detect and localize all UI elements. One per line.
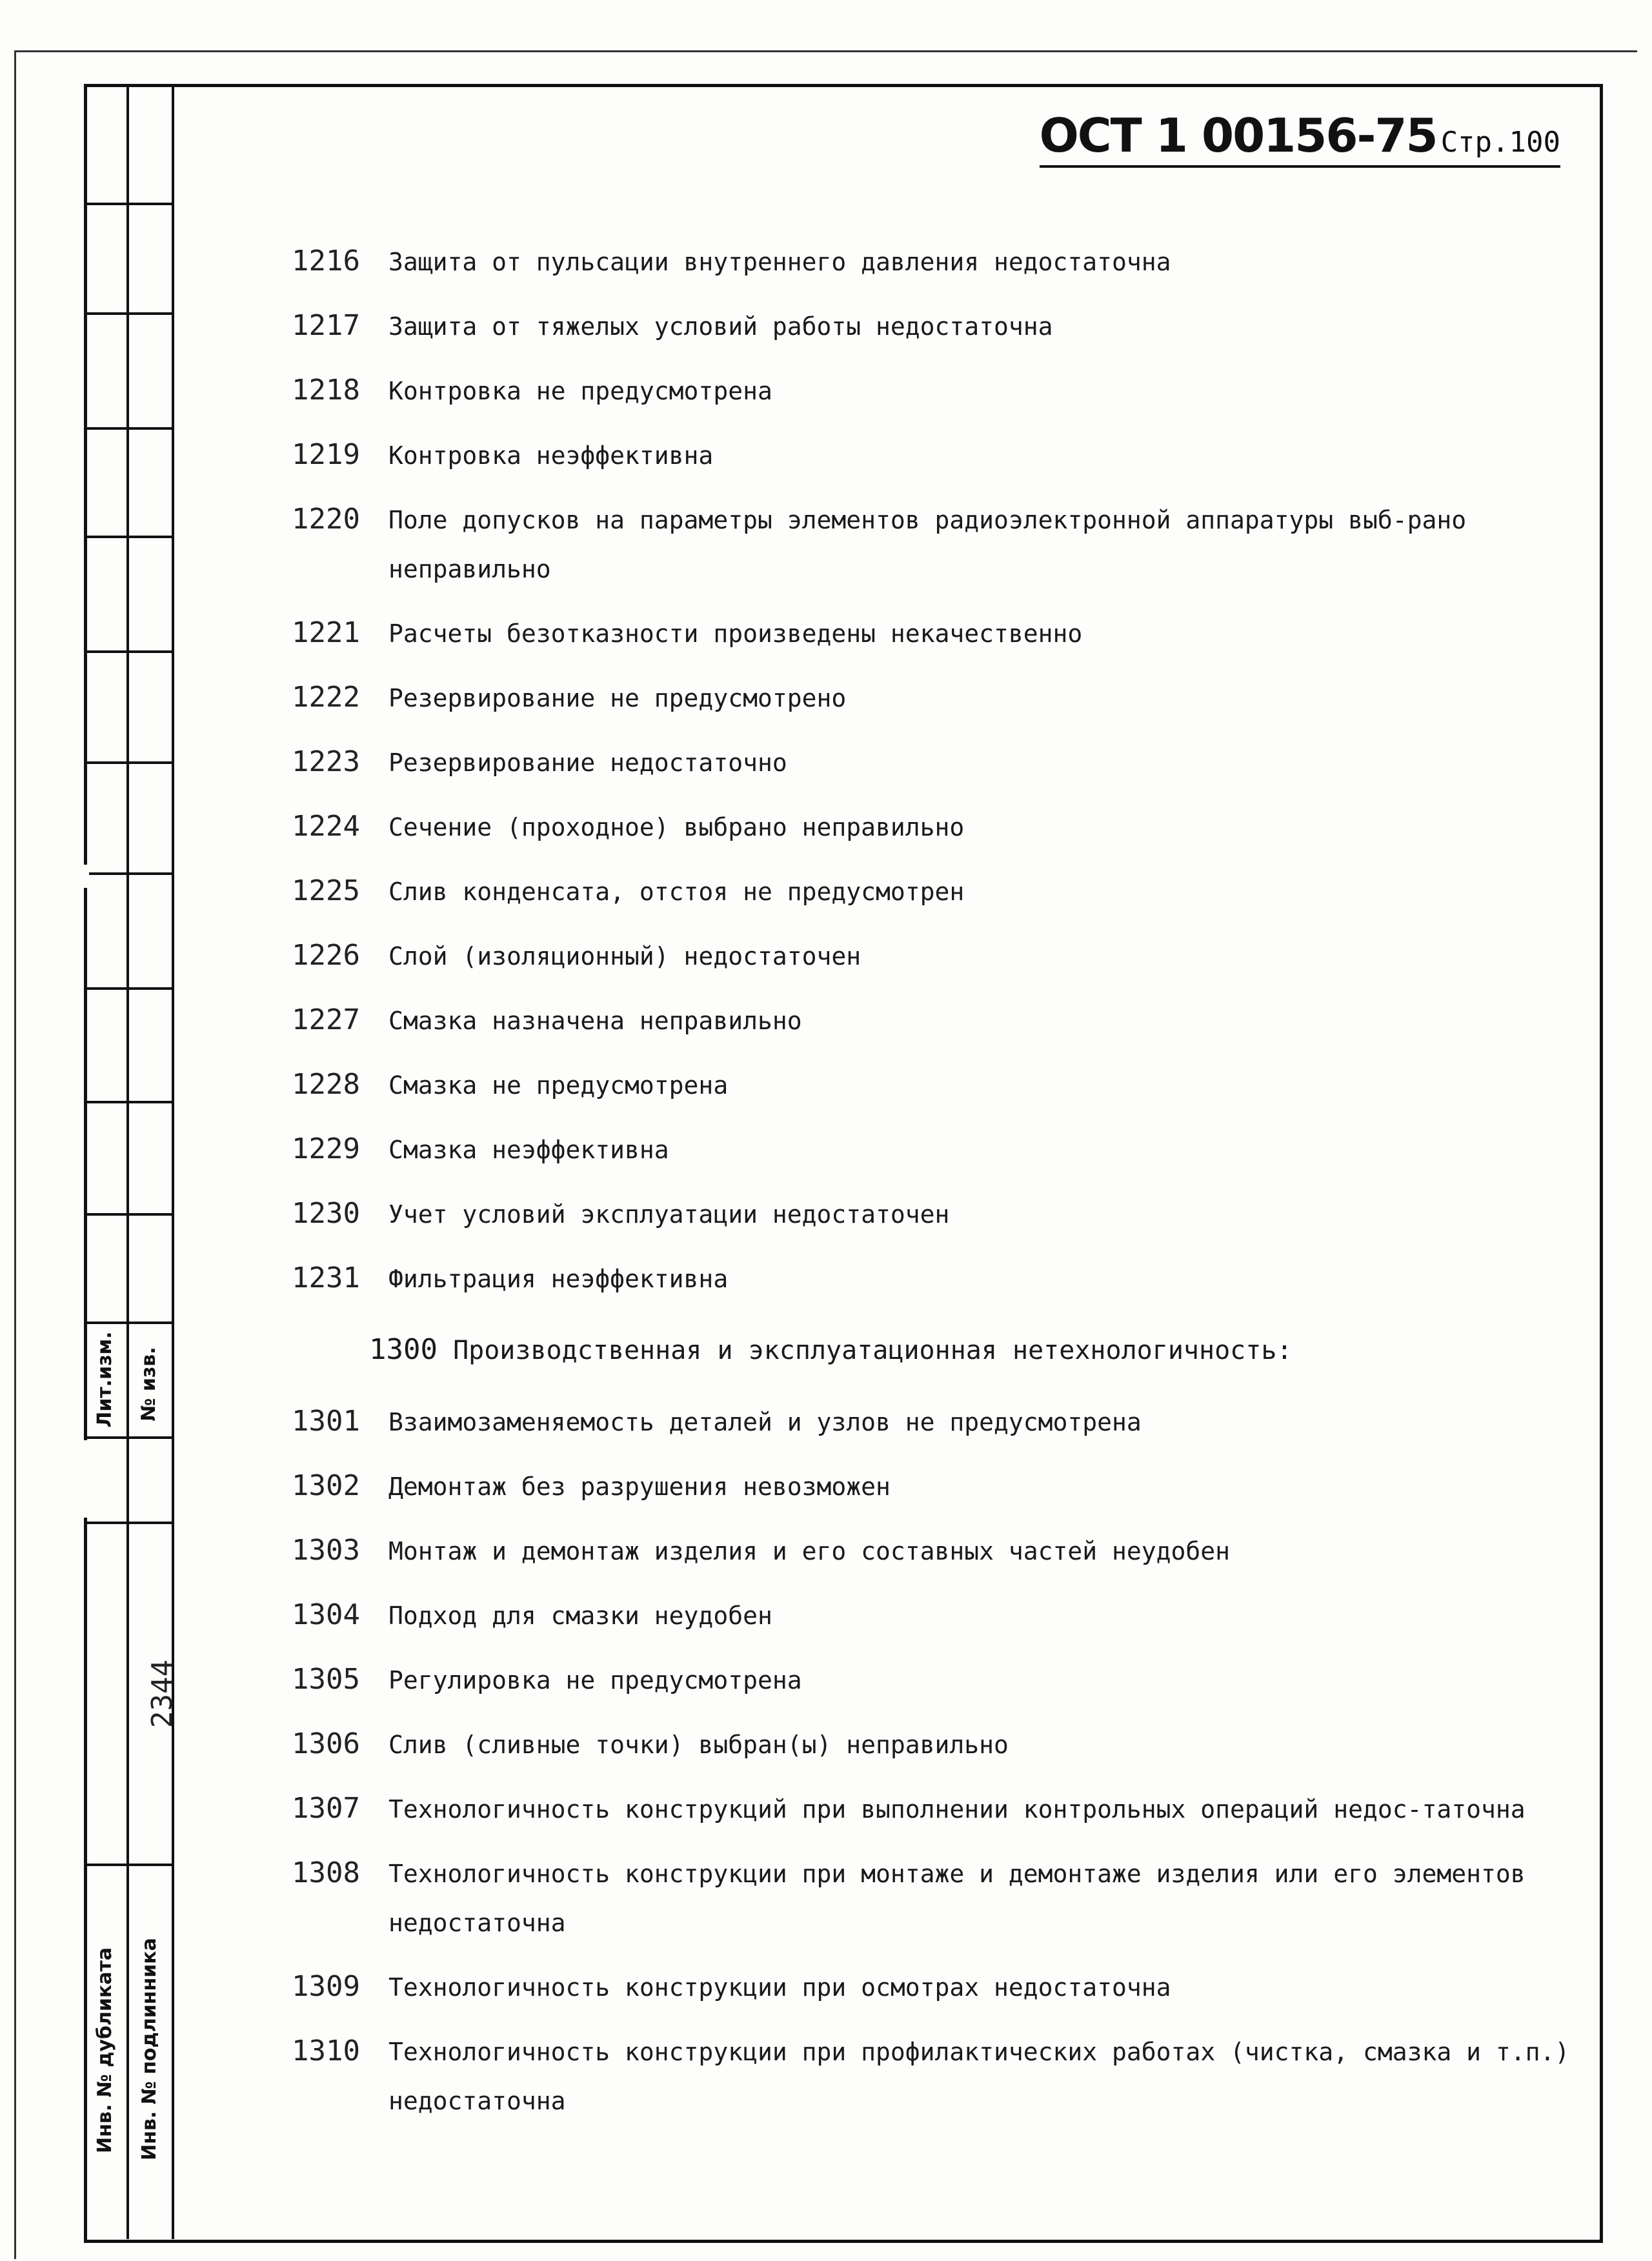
side-cell-border [84,312,174,315]
side-cell-border [84,761,174,764]
item-text: Поле допусков на параметры элементов радиоэлектронной аппаратуры выб-рано неправильно [388,506,1467,583]
item-code: 1221 [292,616,360,649]
section-heading [369,1333,1293,1366]
item-text: Смазка неэффективна [388,1136,669,1164]
item-text: Подход для смазки неудобен [388,1602,772,1630]
inv-dublikata-label: Инв. № дубликата [94,1947,116,2153]
item-code: 1310 [292,2035,360,2067]
item-text: Слив конденсата, отстоя не предусмотрен [388,878,965,906]
list-item [292,1720,1576,1769]
item-text: Защита от пульсации внутреннего давления недостаточна [388,248,1171,276]
item-text: Смазка не предусмотрена [388,1071,729,1100]
side-cell-border [84,536,174,538]
side-cell-border [84,1864,174,1866]
page-header [1040,108,1560,168]
list-item [292,1527,1576,1576]
list-item [292,1963,1576,2012]
inv-podlinnika-label: Инв. № подлинника [138,1938,161,2160]
item-code: 1217 [292,309,360,342]
list-item [292,237,1576,286]
item-text: Смазка назначена неправильно [388,1007,802,1035]
page-number: Стр.100 [1440,126,1560,159]
item-code: 1226 [292,939,360,972]
side-cell-border [84,872,174,875]
list-item [292,1462,1576,1511]
item-code: 1307 [292,1792,360,1825]
list-item [292,1125,1576,1174]
list-item [292,867,1576,916]
item-text: Резервирование недостаточно [388,749,787,777]
item-code: 1304 [292,1598,360,1631]
list-item [292,302,1576,351]
item-text: Контровка неэффективна [388,441,714,470]
item-code: 1305 [292,1663,360,1696]
inventory-number: 2344 [146,1660,179,1728]
item-code: 1228 [292,1068,360,1101]
item-code: 1308 [292,1856,360,1889]
list-item [292,496,1576,594]
section-title: Производственная и эксплуатационная нетехнологичность: [453,1336,1293,1365]
item-text: Расчеты безотказности произведены некачественно [388,619,1083,648]
item-code: 1303 [292,1534,360,1567]
item-text: Слой (изоляционный) недостаточен [388,942,861,970]
item-code: 1224 [292,810,360,843]
section-code: 1300 [369,1333,438,1366]
item-text: Слив (сливные точки) выбран(ы) неправильно [388,1731,1009,1759]
list-item [292,932,1576,981]
item-text: Учет условий эксплуатации недостаточен [388,1200,950,1229]
list-item [292,431,1576,480]
item-code: 1301 [292,1405,360,1438]
item-code: 1218 [292,374,360,407]
side-cell-border [84,987,174,990]
item-code: 1225 [292,874,360,907]
item-code: 1216 [292,245,360,277]
item-text: Технологичность конструкции при монтаже и демонтаже изделия или его элементов недостаточна [388,1860,1526,1937]
document-code: ОСТ 1 00156-75 [1039,108,1437,163]
item-code: 1309 [292,1970,360,2003]
list-item [292,367,1576,416]
no-izv-label: № изв. [137,1347,160,1422]
side-cell-border [84,1522,174,1524]
item-text: Сечение (проходное) выбрано неправильно [388,813,965,841]
item-text: Регулировка не предусмотрена [388,1666,802,1694]
side-cell-border [84,1213,174,1216]
item-text: Защита от тяжелых условий работы недостаточна [388,312,1053,341]
item-code: 1223 [292,745,360,778]
item-code: 1229 [292,1132,360,1165]
side-cell-border [84,1101,174,1103]
side-column-divider [126,86,129,2239]
item-text: Фильтрация неэффективна [388,1265,729,1293]
list-item [292,1190,1576,1239]
list-item [292,609,1576,658]
list-item [292,1061,1576,1110]
item-text: Технологичность конструкции при осмотрах недостаточна [388,1973,1171,2002]
lit-izm-label: Лит.изм. [94,1331,116,1428]
item-code: 1219 [292,438,360,471]
item-text: Технологичность конструкции при профилактических работах (чистка, смазка и т.п.) недостаточна [388,2038,1570,2115]
list-item [292,674,1576,723]
item-text: Технологичность конструкций при выполнении контрольных операций недос-таточна [388,1795,1526,1824]
list-item [292,1656,1576,1705]
item-text: Взаимозаменяемость деталей и узлов не предусмотрена [388,1408,1142,1436]
side-cell-border [84,427,174,430]
item-code: 1231 [292,1261,360,1294]
list-item [292,1254,1576,1303]
list-item [292,803,1576,852]
margin-gap [80,865,89,888]
item-code: 1227 [292,1003,360,1036]
side-panel-edge [172,86,174,2239]
list-item [292,1591,1576,1640]
item-code: 1222 [292,681,360,714]
item-text: Контровка не предусмотрена [388,377,772,405]
defect-list-section-1300 [292,1398,1576,2125]
side-cell-border [84,203,174,205]
item-text: Резервирование не предусмотрено [388,684,847,712]
item-code: 1230 [292,1197,360,1230]
side-cell-border [84,650,174,653]
defect-list [292,237,1576,1303]
item-code: 1302 [292,1469,360,1502]
list-item [292,996,1576,1045]
item-text: Демонтаж без разрушения невозможен [388,1472,891,1501]
list-item [292,2027,1576,2125]
item-code: 1220 [292,503,360,536]
list-item [292,1398,1576,1447]
list-item [292,1785,1576,1834]
list-item [292,738,1576,787]
list-item [292,1849,1576,1947]
margin-gap [80,1440,89,1518]
item-code: 1306 [292,1727,360,1760]
item-text: Монтаж и демонтаж изделия и его составных частей неудобен [388,1537,1231,1565]
